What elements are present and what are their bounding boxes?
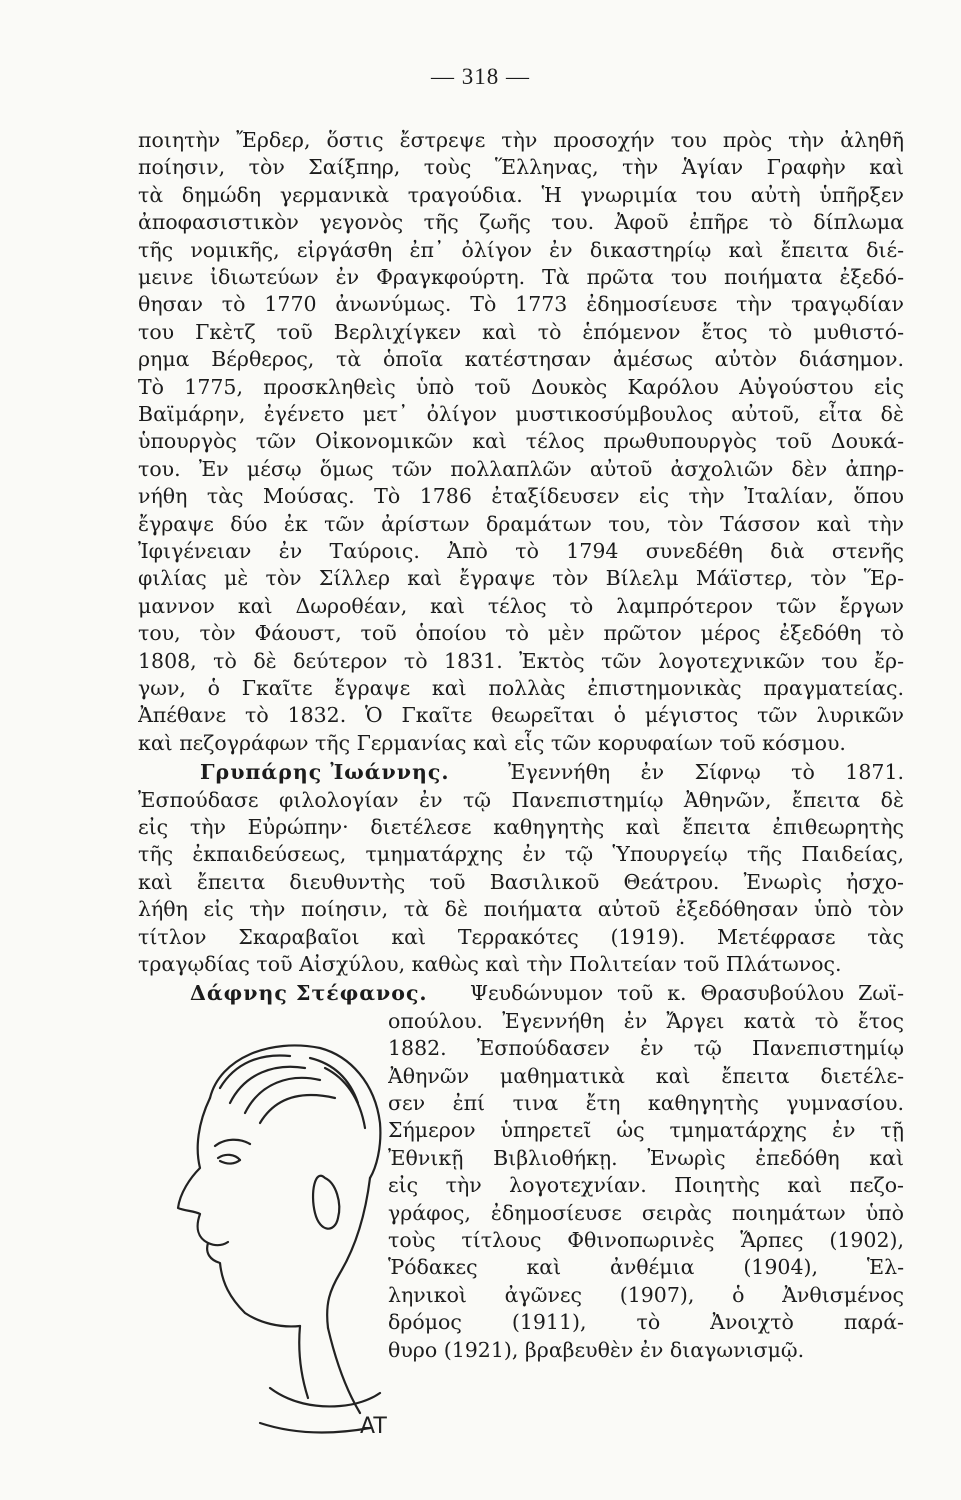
text-line: θυρο (1921), βραβευθὲν ἐν διαγωνισμῷ. (388, 1338, 805, 1362)
text-line: Ψευδώνυμον τοῦ κ. Θρασυβούλου Ζωϊ- (470, 981, 904, 1005)
portrait-monogram: AT (360, 1414, 387, 1439)
text-line: Τὸ 1775, προσκληθεὶς ὑπὸ τοῦ Δουκὸς Καρόλου Αὐγούστου εἰς (138, 375, 904, 399)
text-line: λήθη εἰς τὴν ποίησιν, τὰ δὲ ποιήματα αὐτοῦ ἐξεδόθησαν ὑπὸ τὸν (138, 897, 904, 921)
text-line: δρόμος (1911), τὸ Ἀνοιχτὸ παρά- (388, 1310, 904, 1334)
entry-heading-gryparis: Γρυπάρης Ἰωάννης. (200, 760, 450, 784)
text-line: εἰς τὴν λογοτεχνίαν. Ποιητὴς καὶ πεζο- (388, 1173, 904, 1197)
text-line: νήθη τὰς Μούσας. Τὸ 1786 ἐταξίδευσεν εἰς τὴν Ἰταλίαν, ὅπου (138, 484, 904, 508)
text-line: Ῥόδακες καὶ ἀνθέμια (1904), Ἑλ- (388, 1255, 904, 1279)
text-line: ποιητὴν Ἔρδερ, ὅστις ἔστρεψε τὴν προσοχήν του πρὸς τὴν ἀληθῆ (138, 128, 904, 152)
text-line: ποίησιν, τὸν Σαίξπηρ, τοὺς Ἕλληνας, τὴν Ἁγίαν Γραφὴν καὶ (138, 155, 904, 179)
text-line: Ἀπέθανε τὸ 1832. Ὁ Γκαῖτε θεωρεῖται ὁ μέγιστος τῶν λυρικῶν (138, 703, 904, 727)
text-line: ἔγραψε δύο ἐκ τῶν ἀρίστων δραμάτων του, τὸν Τάσσον καὶ τὴν (138, 512, 904, 536)
text-line: μαννον καὶ Δωροθέαν, καὶ τέλος τὸ λαμπρότερον τῶν ἔργων (138, 594, 904, 618)
text-line: οπούλου. Ἐγεννήθη ἐν Ἄργει κατὰ τὸ ἔτος (388, 1009, 904, 1033)
text-line: μεινε ἰδιωτεύων ἐν Φραγκφούρτη. Τὰ πρῶτα του ποιήματα ἐξεδό- (138, 265, 904, 289)
text-line: γων, ὁ Γκαῖτε ἔγραψε καὶ πολλὰς ἐπιστημονικὰς πραγματείας. (138, 676, 904, 700)
profile-sketch-icon (150, 1028, 390, 1448)
text-line: θησαν τὸ 1770 ἀνωνύμως. Τὸ 1773 ἐδημοσίευσε τὴν τραγῳδίαν (138, 292, 904, 316)
text-line: του. Ἐν μέσῳ ὅμως τῶν πολλαπλῶν αὐτοῦ ἀσχολιῶν δὲν ἀπηρ- (138, 457, 904, 481)
text-line: Βαϊμάρην, ἐγένετο μετ᾽ ὀλίγον μυστικοσύμβουλος αὐτοῦ, εἶτα δὲ (138, 402, 904, 426)
text-line: τὰ δημώδη γερμανικὰ τραγούδια. Ἡ γνωριμία του αὐτὴ ὑπῆρξεν (138, 183, 904, 207)
text-line: ρημα Βέρθερος, τὰ ὁποῖα κατέστησαν ἀμέσως αὐτὸν διάσημον. (138, 347, 904, 371)
text-line: Ἐσπούδασε φιλολογίαν ἐν τῷ Πανεπιστημίῳ Ἀθηνῶν, ἔπειτα δὲ (138, 788, 904, 812)
text-line: 1808, τὸ δὲ δεύτερον τὸ 1831. Ἐκτὸς τῶν λογοτεχνικῶν του ἔρ- (138, 649, 904, 673)
text-line: φιλίας μὲ τὸν Σίλλερ καὶ ἔγραψε τὸν Βίλελμ Μάϊστερ, τὸν Ἕρ- (138, 566, 904, 590)
text-line: τραγῳδίας τοῦ Αἰσχύλου, καθὼς καὶ τὴν Πολιτείαν τοῦ Πλάτωνος. (138, 952, 842, 976)
text-line: τῆς ἐκπαιδεύσεως, τμηματάρχης ἐν τῷ Ὑπουργείῳ τῆς Παιδείας, (138, 842, 904, 866)
text-line: σεν ἐπί τινα ἔτη καθηγητὴς γυμνασίου. (388, 1091, 904, 1115)
text-line: του Γκὲτζ τοῦ Βερλιχίγκεν καὶ τὸ ἑπόμενον ἔτος τὸ μυθιστό- (138, 320, 904, 344)
page-number: — 318 — (431, 64, 530, 89)
text-line: ὑπουργὸς τῶν Οἰκονομικῶν καὶ τέλος πρωθυπουργὸς τοῦ Δουκά- (138, 429, 904, 453)
text-line: τοὺς τίτλους Φθινοπωρινὲς Ἅρπες (1902), (388, 1228, 904, 1252)
text-line: καὶ ἔπειτα διευθυντὴς τοῦ Βασιλικοῦ Θεάτρου. Ἐνωρὶς ἠσχο- (138, 870, 904, 894)
text-line: Ἐγεννήθη ἐν Σίφνῳ τὸ 1871. (508, 760, 904, 784)
text-line: Ἰφιγένειαν ἐν Ταύροις. Ἀπὸ τὸ 1794 συνεδέθη διὰ στενῆς (138, 539, 904, 563)
text-line: τίτλον Σκαραβαῖοι καὶ Τερρακότες (1919). Μετέφρασε τὰς (138, 925, 904, 949)
text-line: 1882. Ἐσπούδασεν ἐν τῷ Πανεπιστημίῳ (388, 1036, 904, 1060)
text-line: γράφος, ἐδημοσίευσε σειρὰς ποιημάτων ὑπὸ (388, 1201, 904, 1225)
text-line: ἀποφασιστικὸν γεγονὸς τῆς ζωῆς του. Ἀφοῦ ἐπῆρε τὸ δίπλωμα (138, 210, 904, 234)
text-line: ληνικοὶ ἀγῶνες (1907), ὁ Ἀνθισμένος (388, 1283, 904, 1307)
text-line: καὶ πεζογράφων τῆς Γερμανίας καὶ εἷς τῶν κορυφαίων τοῦ κόσμου. (138, 731, 846, 755)
text-line: εἰς τὴν Εὐρώπην· διετέλεσε καθηγητὴς καὶ ἔπειτα ἐπιθεωρητὴς (138, 815, 904, 839)
text-line: Ἐθνικῇ Βιβλιοθήκῃ. Ἐνωρὶς ἐπεδόθη καὶ (388, 1146, 904, 1170)
text-line: Ἀθηνῶν μαθηματικὰ καὶ ἔπειτα διετέλε- (388, 1064, 904, 1088)
text-line: του, τὸν Φάουστ, τοῦ ὁποίου τὸ μὲν πρῶτον μέρος ἐξεδόθη τὸ (138, 621, 904, 645)
text-line: Σήμερον ὑπηρετεῖ ὡς τμηματάρχης ἐν τῇ (388, 1118, 904, 1142)
text-line: τῆς νομικῆς, εἰργάσθη ἐπ᾽ ὀλίγον ἐν δικαστηρίῳ καὶ ἔπειτα διέ- (138, 238, 904, 262)
entry-heading-dafnis: Δάφνης Στέφανος. (190, 981, 428, 1005)
